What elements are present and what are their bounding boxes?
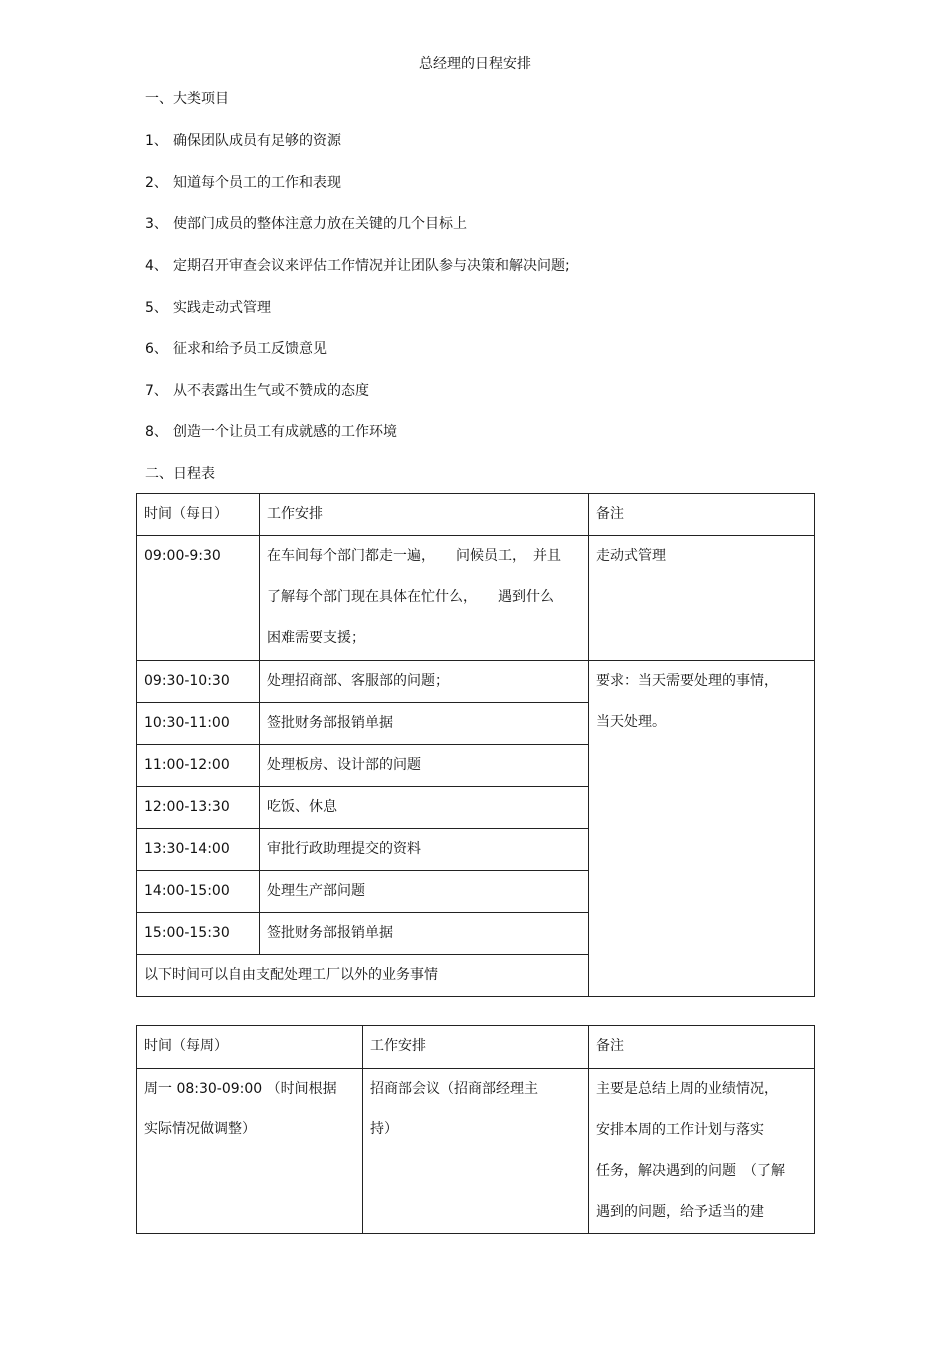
time-cell: 11:00-12:00 (137, 745, 260, 787)
weekly-schedule-table (136, 1025, 815, 1234)
table-row (137, 536, 815, 661)
section-heading-1: 一、大类项目 (145, 91, 229, 107)
item-text: 创造一个让员工有成就感的工作环境 (173, 424, 397, 440)
section-heading-2: 二、日程表 (145, 466, 215, 482)
task-cell: 审批行政助理提交的资料 (260, 829, 589, 871)
task-cell: 吃饭、休息 (260, 787, 589, 829)
task-cell: 处理板房、设计部的问题 (260, 745, 589, 787)
list-item (145, 213, 467, 233)
item-number: 8、 (145, 424, 168, 440)
task-line: 持） (370, 1121, 398, 1137)
item-text: 定期召开审查会议来评估工作情况并让团队参与决策和解决问题; (173, 258, 570, 274)
task-cell: 处理生产部问题 (260, 871, 589, 913)
task-line: 在车间每个部门都走一遍， 问候员工， 并且 (267, 548, 561, 564)
footer-cell: 以下时间可以自由支配处理工厂以外的业务事情 (137, 955, 589, 997)
item-number: 2、 (145, 175, 168, 191)
task-cell: 签批财务部报销单据 (260, 913, 589, 955)
item-number: 5、 (145, 300, 168, 316)
time-cell: 12:00-13:30 (137, 787, 260, 829)
list-item (145, 338, 327, 358)
note-cell: 走动式管理 (589, 536, 815, 661)
item-number: 6、 (145, 341, 168, 357)
item-number: 3、 (145, 216, 168, 232)
item-text: 确保团队成员有足够的资源 (173, 133, 341, 149)
header-time: 时间（每日） (137, 494, 260, 536)
document-title: 总经理的日程安排 (419, 56, 531, 72)
note-cell-merged (589, 661, 815, 997)
table-header-row (137, 1026, 815, 1069)
item-text: 征求和给予员工反馈意见 (173, 341, 327, 357)
time-cell: 15:00-15:30 (137, 913, 260, 955)
note-line: 任务，解决遇到的问题 （了解 (596, 1163, 785, 1179)
task-cell (260, 536, 589, 661)
note-line: 遇到的问题，给予适当的建 (596, 1204, 764, 1220)
note-line: 安排本周的工作计划与落实 (596, 1122, 764, 1138)
header-note: 备注 (589, 1026, 815, 1069)
task-line: 招商部会议（招商部经理主 (370, 1081, 538, 1097)
table-row (137, 661, 815, 703)
time-cell: 10:30-11:00 (137, 703, 260, 745)
item-number: 1、 (145, 133, 168, 149)
task-cell: 处理招商部、客服部的问题； (260, 661, 589, 703)
task-cell (363, 1069, 589, 1234)
item-number: 7、 (145, 383, 168, 399)
item-text: 从不表露出生气或不赞成的态度 (173, 383, 369, 399)
item-text: 使部门成员的整体注意力放在关键的几个目标上 (173, 216, 467, 232)
list-item (145, 130, 341, 150)
note-line: 当天处理。 (596, 714, 666, 730)
item-text: 实践走动式管理 (173, 300, 271, 316)
daily-schedule-table (136, 493, 815, 997)
item-number: 4、 (145, 258, 168, 274)
list-item (145, 172, 341, 192)
item-text: 知道每个员工的工作和表现 (173, 175, 341, 191)
time-cell: 13:30-14:00 (137, 829, 260, 871)
header-time: 时间（每周） (137, 1026, 363, 1069)
list-item (145, 380, 369, 400)
note-line: 要求：当天需要处理的事情， (596, 673, 778, 689)
header-task: 工作安排 (260, 494, 589, 536)
time-cell: 09:00-9:30 (137, 536, 260, 661)
time-cell: 09:30-10:30 (137, 661, 260, 703)
list-item (145, 255, 570, 275)
note-line: 主要是总结上周的业绩情况， (596, 1081, 778, 1097)
list-item (145, 297, 271, 317)
table-header-row (137, 494, 815, 536)
task-line: 了解每个部门现在具体在忙什么， 遇到什么 (267, 589, 554, 605)
task-line: 困难需要支援； (267, 630, 365, 646)
table-row (137, 1069, 815, 1234)
time-cell: 14:00-15:00 (137, 871, 260, 913)
header-task: 工作安排 (363, 1026, 589, 1069)
time-line: 周一 08:30-09:00 （时间根据 (144, 1081, 337, 1097)
time-line: 实际情况做调整） (144, 1121, 256, 1137)
time-cell (137, 1069, 363, 1234)
list-item (145, 421, 397, 441)
note-cell (589, 1069, 815, 1234)
task-cell: 签批财务部报销单据 (260, 703, 589, 745)
header-note: 备注 (589, 494, 815, 536)
